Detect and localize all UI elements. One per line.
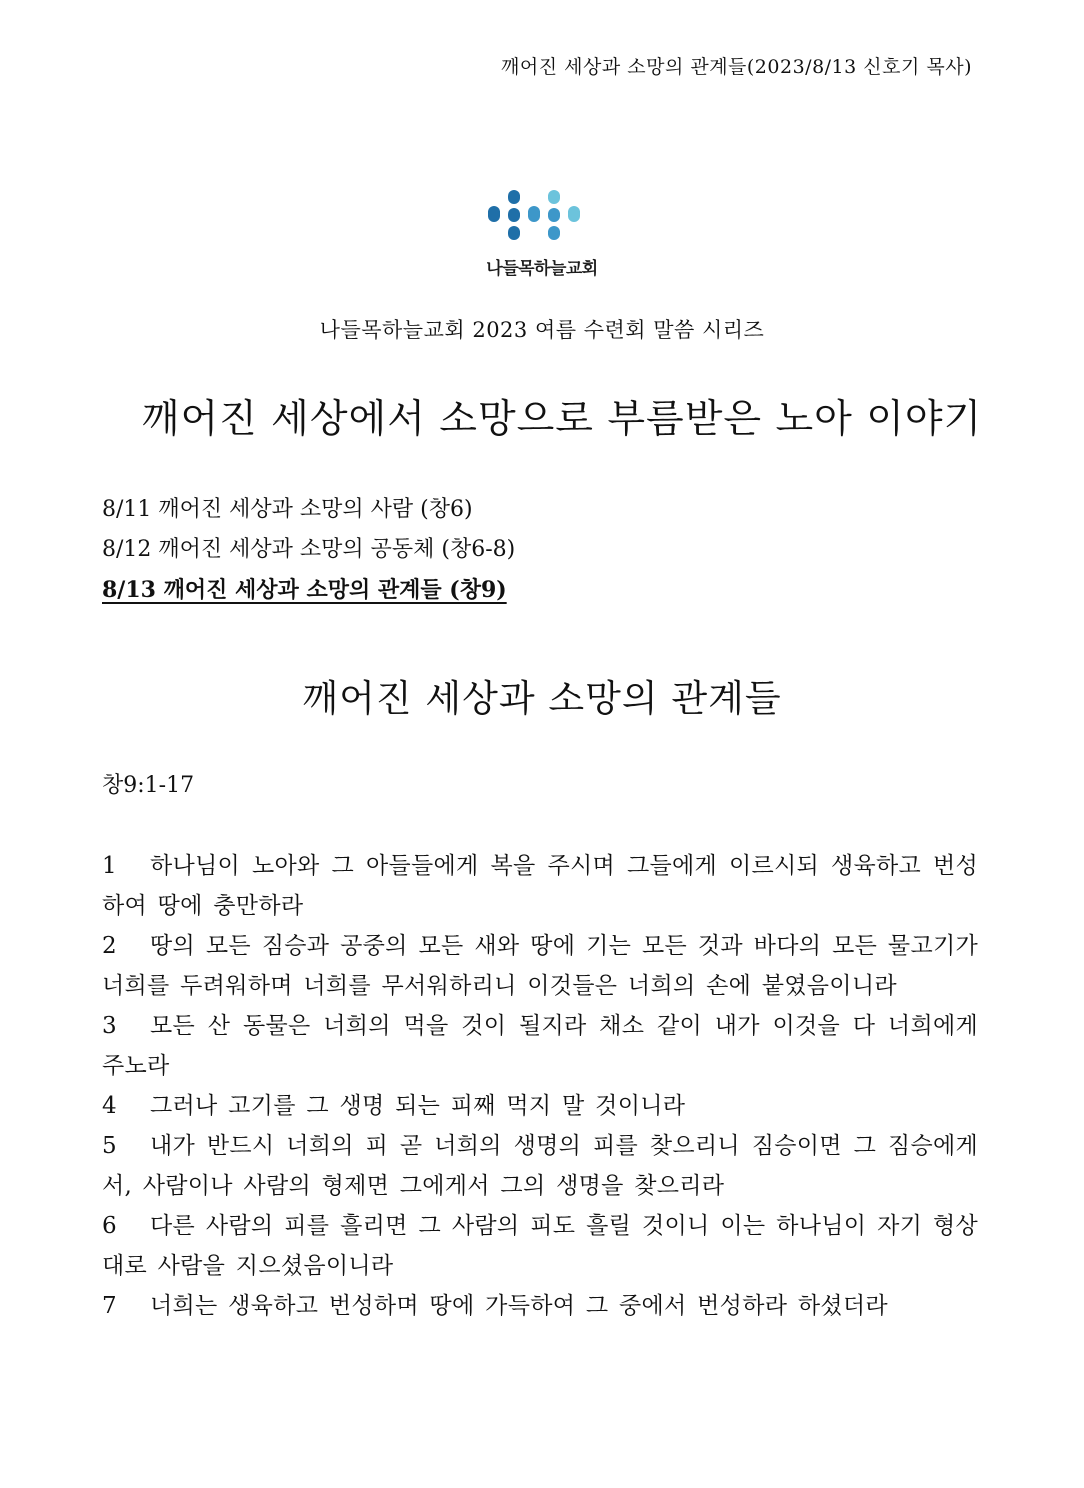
verse-number: 7 xyxy=(102,1293,117,1319)
church-dots-logo-icon xyxy=(486,184,598,246)
church-logo-name: 나들목하늘교회 xyxy=(486,259,598,279)
verse-text: 너희는 생육하고 번성하며 땅에 가득하여 그 중에서 번성하라 하셨더라 xyxy=(150,1293,888,1319)
verse-text: 다른 사람의 피를 흘리면 그 사람의 피도 흘릴 것이니 이는 하나님이 자기 형상대로 사람을 지으셨음이니라 xyxy=(102,1213,978,1279)
schedule-item-3-current: 8/13 깨어진 세상과 소망의 관계들 (창9) xyxy=(102,577,507,603)
schedule-item-2: 8/12 깨어진 세상과 소망의 공동체 (창6-8) xyxy=(102,537,516,562)
scripture-verses xyxy=(102,846,978,1326)
verse xyxy=(102,1286,978,1326)
passage-reference: 창9:1-17 xyxy=(102,773,195,798)
verse-text: 하나님이 노아와 그 아들들에게 복을 주시며 그들에게 이르시되 생육하고 번성하여 땅에 충만하라 xyxy=(102,853,978,919)
schedule-item-1: 8/11 깨어진 세상과 소망의 사람 (창6) xyxy=(102,497,473,522)
verse-number: 2 xyxy=(102,933,117,959)
verse xyxy=(102,846,978,926)
verse-text: 그러나 고기를 그 생명 되는 피째 먹지 말 것이니라 xyxy=(150,1093,686,1119)
verse-text: 모든 산 동물은 너희의 먹을 것이 될지라 채소 같이 내가 이것을 다 너희에게 주노라 xyxy=(102,1013,978,1079)
church-logo xyxy=(462,184,622,284)
verse-number: 1 xyxy=(102,853,117,879)
verse-number: 4 xyxy=(102,1093,117,1119)
sermon-title: 깨어진 세상과 소망의 관계들 xyxy=(302,677,782,720)
verse xyxy=(102,1006,978,1086)
series-main-title: 깨어진 세상에서 소망으로 부름받은 노아 이야기 xyxy=(141,397,983,442)
verse xyxy=(102,1126,978,1206)
running-header: 깨어진 세상과 소망의 관계들(2023/8/13 신호기 목사) xyxy=(501,56,972,78)
series-title: 나들목하늘교회 2023 여름 수련회 말씀 시리즈 xyxy=(319,318,765,342)
verse-number: 3 xyxy=(102,1013,117,1039)
verse xyxy=(102,1086,978,1126)
verse-text: 내가 반드시 너희의 피 곧 너희의 생명의 피를 찾으리니 짐승이면 그 짐승에게서, 사람이나 사람의 형제면 그에게서 그의 생명을 찾으리라 xyxy=(102,1133,978,1199)
verse-text: 땅의 모든 짐승과 공중의 모든 새와 땅에 기는 모든 것과 바다의 모든 물고기가 너희를 두려워하며 너희를 무서워하리니 이것들은 너희의 손에 붙였음이니라 xyxy=(102,933,978,999)
verse-number: 6 xyxy=(102,1213,117,1239)
verse-number: 5 xyxy=(102,1133,117,1159)
verse xyxy=(102,926,978,1006)
verse xyxy=(102,1206,978,1286)
series-schedule xyxy=(102,490,515,610)
